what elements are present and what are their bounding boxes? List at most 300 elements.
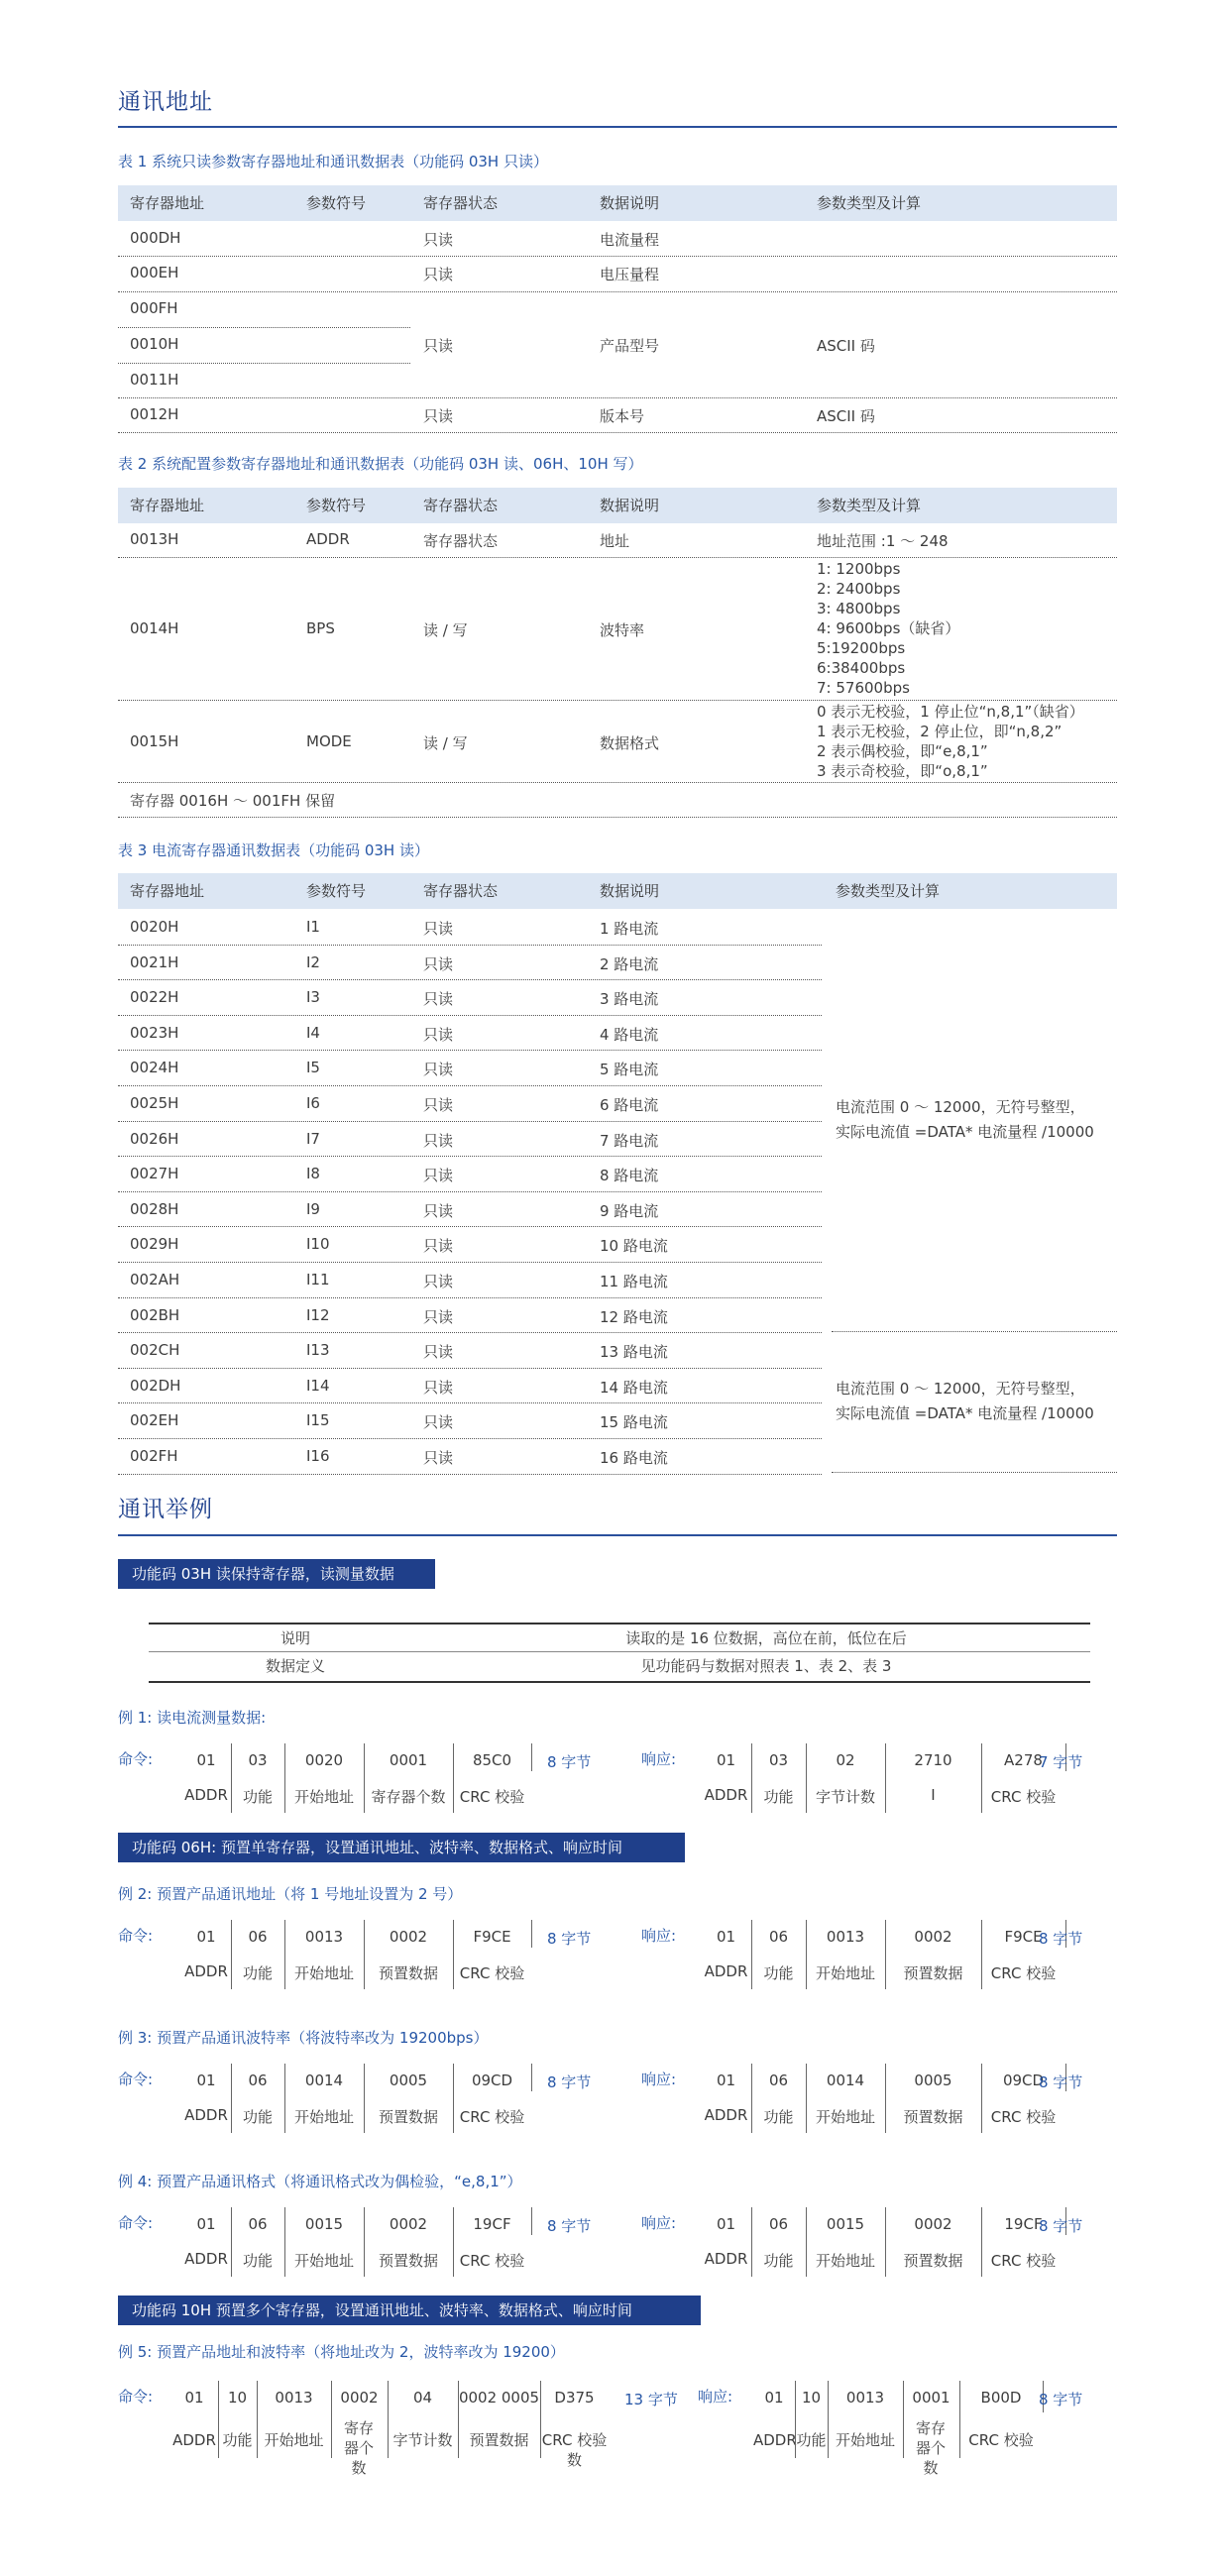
command-byte: 01	[196, 2215, 216, 2233]
response-byte: 06	[768, 2072, 789, 2089]
command-byte: 0002	[389, 2215, 428, 2233]
header-param-symbol: 参数符号	[306, 194, 367, 212]
table-cell: ASCII 码	[817, 337, 875, 355]
field-separator	[364, 2064, 365, 2133]
table-cell: 5 路电流	[600, 1061, 659, 1079]
field-separator	[364, 1743, 365, 1813]
row-divider	[118, 700, 1117, 701]
header-register-state: 寄存器状态	[423, 882, 499, 900]
table1-caption: 表 1 系统只读参数寄存器地址和通讯数据表（功能码 03H 只读）	[118, 153, 548, 170]
command-field-label: 预置数据	[378, 2252, 438, 2270]
command-byte: 06	[248, 2072, 268, 2089]
table-cell: 002FH	[130, 1447, 178, 1465]
response-field-label: CRC 校验	[968, 2431, 1034, 2449]
command-field-label: 功能	[242, 1788, 273, 1806]
response-label: 响应:	[641, 2214, 677, 2232]
command-field-label: 功能	[242, 1964, 273, 1982]
command-field-label: 开始地址	[293, 1788, 354, 1806]
table-cell: 只读	[423, 1131, 454, 1150]
row-divider	[118, 1226, 822, 1227]
table-cell: 002BH	[130, 1305, 180, 1324]
table3-caption: 表 3 电流寄存器通讯数据表（功能码 03H 读）	[118, 841, 429, 859]
field-separator	[284, 1920, 285, 1989]
response-byte: 2710	[914, 1751, 952, 1769]
table-cell: 1 路电流	[600, 920, 659, 938]
command-byte: 85C0	[472, 1751, 512, 1769]
response-field-label: CRC 校验	[990, 2108, 1057, 2126]
baud-option: 5:19200bps	[817, 639, 906, 657]
row-divider	[118, 397, 1117, 398]
section-title-address: 通讯地址	[118, 89, 213, 115]
row-divider	[118, 945, 822, 946]
command-byte-count: 13 字节	[624, 2391, 678, 2408]
response-byte-count: 8 字节	[1039, 1930, 1083, 1948]
response-byte: 0013	[845, 2389, 885, 2407]
row-divider	[118, 1297, 822, 1298]
explain-key: 说明	[280, 1629, 310, 1647]
response-byte-count: 8 字节	[1039, 2391, 1083, 2408]
row-divider	[118, 817, 1117, 818]
table-cell: 002CH	[130, 1341, 180, 1360]
field-separator	[231, 2064, 232, 2133]
baud-option: 4: 9600bps（缺省）	[817, 619, 960, 637]
command-byte: 01	[196, 1751, 216, 1769]
command-field-label: 字节计数	[392, 2431, 453, 2449]
command-field-label: ADDR	[184, 1962, 228, 1980]
field-separator	[364, 2207, 365, 2277]
command-byte-count: 8 字节	[547, 2217, 592, 2235]
row-divider	[118, 363, 410, 364]
table-cell: 9 路电流	[600, 1201, 659, 1220]
header-register-address: 寄存器地址	[130, 194, 205, 212]
row-divider	[118, 1474, 822, 1475]
table-cell: 0028H	[130, 1199, 179, 1218]
field-separator	[885, 1920, 886, 1989]
table-cell: 0027H	[130, 1165, 179, 1183]
command-byte: 0002	[340, 2389, 379, 2407]
command-byte: 0013	[275, 2389, 313, 2407]
response-field-label: 功能	[763, 2108, 794, 2126]
table-cell: 13 路电流	[600, 1343, 668, 1362]
response-field-label: 预置数据	[903, 2108, 963, 2126]
table-cell: 地址	[600, 532, 630, 550]
table-cell: I9	[306, 1199, 320, 1218]
header-param-calc: 参数类型及计算	[817, 497, 922, 514]
response-byte: 03	[768, 1751, 789, 1769]
command-field-label: CRC 校验	[459, 1788, 525, 1806]
format-option: 1 表示无校验，2 停止位，即“n,8,2”	[817, 723, 1062, 740]
table-cell: I6	[306, 1094, 320, 1112]
baud-rate-options	[817, 559, 959, 698]
field-separator	[531, 1743, 532, 1771]
command-byte: D375	[554, 2389, 595, 2407]
function-10h-bar: 功能码 10H 预置多个寄存器，设置通讯地址、波特率、数据格式、响应时间	[118, 2296, 701, 2325]
command-byte: 03	[248, 1751, 268, 1769]
command-byte: F9CE	[473, 1928, 511, 1946]
field-separator	[218, 2381, 219, 2458]
response-byte: 10	[801, 2389, 822, 2407]
response-field-label: 开始地址	[815, 1964, 875, 1982]
command-byte-count: 8 字节	[547, 1930, 592, 1948]
table-cell: 000EH	[130, 264, 179, 281]
field-separator	[231, 1743, 232, 1813]
explain-value: 见功能码与数据对照表 1、表 2、表 3	[640, 1657, 892, 1675]
table-cell: 只读	[423, 954, 454, 973]
table-cell: 只读	[423, 1413, 454, 1432]
field-separator	[388, 2381, 389, 2458]
command-byte: 01	[184, 2389, 204, 2407]
format-option: 2 表示偶校验，即“e,8,1”	[817, 742, 988, 760]
response-byte-count: 8 字节	[1039, 2217, 1083, 2235]
table-cell: 10 路电流	[600, 1237, 668, 1256]
field-separator	[751, 2207, 752, 2277]
response-byte: 02	[836, 1751, 855, 1769]
table-cell: 只读	[423, 1061, 454, 1079]
table-cell: 16 路电流	[600, 1449, 668, 1467]
field-separator	[806, 1743, 807, 1813]
section-divider	[118, 126, 1117, 128]
example-title: 例 2: 预置产品通讯地址（将 1 号地址设置为 2 号）	[118, 1885, 463, 1903]
row-divider	[118, 1262, 822, 1263]
command-field-label: 功能	[222, 2431, 253, 2449]
response-field-label: CRC 校验	[990, 1964, 1057, 1982]
command-byte: 0013	[304, 1928, 344, 1946]
command-field-label: 功能	[242, 2108, 273, 2126]
table-cell: 7 路电流	[600, 1131, 659, 1150]
table-top-rule	[149, 1623, 1090, 1624]
header-register-address: 寄存器地址	[130, 497, 205, 514]
command-byte: 0002	[389, 1928, 428, 1946]
table-cell: 只读	[423, 990, 454, 1009]
table-cell: 只读	[423, 1096, 454, 1114]
reserved-note: 寄存器 0016H ～ 001FH 保留	[130, 792, 336, 810]
table-cell: 0015H	[130, 732, 179, 750]
table3	[118, 873, 1117, 1475]
field-separator	[284, 1743, 285, 1813]
table-cell: 0022H	[130, 988, 179, 1007]
table-cell: 只读	[423, 1201, 454, 1220]
baud-option: 6:38400bps	[817, 659, 906, 677]
command-label: 命令:	[118, 2071, 154, 2088]
row-divider	[118, 1402, 822, 1403]
field-separator	[751, 2064, 752, 2133]
data-format-options	[817, 702, 1084, 781]
field-separator	[806, 1920, 807, 1989]
table-cell: 地址范围 :1 ～ 248	[817, 532, 949, 550]
field-separator	[531, 2064, 532, 2091]
command-label: 命令:	[118, 2388, 154, 2406]
row-divider	[149, 1651, 1090, 1652]
table-cell: 寄存器状态	[423, 532, 499, 550]
field-separator	[806, 2207, 807, 2277]
field-separator	[885, 2064, 886, 2133]
response-byte: B00D	[980, 2389, 1022, 2407]
table-bottom-rule	[149, 1681, 1090, 1683]
table-cell: 电压量程	[600, 266, 660, 283]
response-byte: 0005	[914, 2072, 952, 2089]
command-field-label: 预置数据	[378, 1964, 438, 1982]
command-field-label: 开始地址	[293, 1964, 354, 1982]
response-byte: 0002	[914, 2215, 952, 2233]
row-divider	[118, 1332, 822, 1333]
command-byte: 06	[248, 1928, 268, 1946]
field-separator	[981, 2207, 982, 2277]
table-cell: 0026H	[130, 1129, 179, 1148]
response-field-label: CRC 校验	[990, 2252, 1057, 2270]
baud-option: 2: 2400bps	[817, 580, 901, 598]
command-label: 命令:	[118, 2214, 154, 2232]
response-field-label: ADDR	[704, 2106, 748, 2124]
field-separator	[981, 2064, 982, 2133]
table-cell: 000FH	[130, 299, 178, 317]
row-divider	[118, 1156, 822, 1157]
table-cell: I5	[306, 1059, 320, 1077]
response-field-label: 寄存器个数	[915, 2419, 946, 2477]
table-cell: 读 / 写	[423, 734, 468, 752]
row-divider	[118, 327, 410, 328]
table-cell: 只读	[423, 1307, 454, 1326]
field-separator	[453, 2101, 454, 2131]
response-label: 响应:	[698, 2388, 733, 2406]
row-divider	[118, 557, 1117, 558]
header-param-symbol: 参数符号	[306, 882, 367, 900]
example-title: 例 3: 预置产品通讯波特率（将波特率改为 19200bps）	[118, 2029, 489, 2047]
response-label: 响应:	[641, 1927, 677, 1945]
table-cell: 0012H	[130, 405, 179, 423]
response-byte: 0013	[826, 1928, 865, 1946]
table-cell: ADDR	[306, 530, 350, 548]
row-divider	[118, 1191, 822, 1192]
table-cell: I12	[306, 1305, 330, 1324]
calc-line: 实际电流值 =DATA* 电流量程 /10000	[836, 1123, 1094, 1141]
table-cell: 12 路电流	[600, 1307, 668, 1326]
header-register-state: 寄存器状态	[423, 194, 499, 212]
header-param-calc: 参数类型及计算	[817, 194, 922, 212]
command-field-label: 开始地址	[264, 2431, 324, 2449]
header-data-description: 数据说明	[600, 882, 660, 900]
response-byte: 01	[716, 2072, 736, 2089]
field-separator	[806, 2064, 807, 2133]
table-cell: 0029H	[130, 1235, 179, 1254]
command-byte: 06	[248, 2215, 268, 2233]
table-cell: 读 / 写	[423, 621, 468, 639]
row-divider	[118, 1050, 822, 1051]
function-03h-bar: 功能码 03H 读保持寄存器，读测量数据	[118, 1559, 435, 1589]
command-field-label: ADDR	[184, 2250, 228, 2268]
response-field-label: 预置数据	[903, 2252, 963, 2270]
table-cell: I11	[306, 1271, 330, 1288]
table-cell: 000DH	[130, 229, 181, 247]
row-divider	[118, 256, 1117, 257]
command-field-label: CRC 校验数	[541, 2431, 608, 2469]
table-cell: 只读	[423, 1378, 454, 1397]
table-cell: 14 路电流	[600, 1378, 668, 1397]
response-byte: 01	[764, 2389, 784, 2407]
command-byte-count: 8 字节	[547, 1753, 592, 1771]
table-cell: 4 路电流	[600, 1025, 659, 1044]
row-divider	[118, 432, 1117, 433]
table-cell: 只读	[423, 231, 454, 249]
table-cell: I16	[306, 1447, 330, 1465]
response-byte-count: 8 字节	[1039, 2073, 1083, 2091]
field-separator	[903, 2381, 904, 2458]
table-cell: I7	[306, 1129, 320, 1148]
command-field-label: 开始地址	[293, 2252, 354, 2270]
command-field-label: CRC 校验	[459, 2108, 525, 2126]
response-byte: 06	[768, 2215, 789, 2233]
table-cell: 15 路电流	[600, 1413, 668, 1432]
table-cell: 2 路电流	[600, 954, 659, 973]
table-cell: 电流量程	[600, 231, 660, 249]
table2-caption: 表 2 系统配置参数寄存器地址和通讯数据表（功能码 03H 读、06H、10H 写）	[118, 455, 643, 473]
response-byte: 06	[768, 1928, 789, 1946]
field-separator	[540, 2381, 541, 2458]
calc-line: 电流范围 0 ～ 12000，无符号整型，	[836, 1380, 1085, 1398]
response-field-label: 字节计数	[815, 1788, 875, 1806]
baud-option: 1: 1200bps	[817, 560, 901, 578]
command-field-label: ADDR	[184, 2106, 228, 2124]
command-byte: 01	[196, 2072, 216, 2089]
response-byte: 0002	[914, 1928, 952, 1946]
field-separator	[284, 2207, 285, 2277]
format-option: 0 表示无校验，1 停止位“n,8,1”（缺省）	[817, 703, 1084, 721]
table-cell: I10	[306, 1235, 330, 1254]
table-cell: 只读	[423, 1343, 454, 1362]
table-cell: I15	[306, 1411, 330, 1430]
response-byte-count: 7 字节	[1039, 1753, 1083, 1771]
response-field-label: ADDR	[704, 2250, 748, 2268]
command-field-label: 寄存器个数	[371, 1788, 446, 1806]
field-separator	[257, 2381, 258, 2458]
command-byte: 0014	[304, 2072, 344, 2089]
response-byte: 01	[716, 2215, 736, 2233]
table-cell: 11 路电流	[600, 1273, 668, 1290]
table-cell: 0011H	[130, 371, 179, 389]
function-06h-bar: 功能码 06H: 预置单寄存器，设置通讯地址、波特率、数据格式、响应时间	[118, 1833, 685, 1862]
row-divider	[118, 291, 1117, 292]
current-calc-group-2	[836, 1377, 1094, 1426]
row-divider	[118, 979, 822, 980]
table-cell: 6 路电流	[600, 1096, 659, 1114]
table-cell: 002EH	[130, 1411, 179, 1430]
command-field-label: 预置数据	[378, 2108, 438, 2126]
table-cell: 0020H	[130, 918, 179, 936]
explain-key: 数据定义	[265, 1657, 325, 1675]
header-data-description: 数据说明	[600, 194, 660, 212]
table-cell: 只读	[423, 407, 454, 425]
field-separator	[453, 1958, 454, 1987]
table-cell: MODE	[306, 732, 352, 750]
table-cell: 只读	[423, 1273, 454, 1290]
table-cell: 只读	[423, 337, 454, 355]
table-cell: 只读	[423, 1237, 454, 1256]
row-divider	[118, 1015, 822, 1016]
command-byte-count: 8 字节	[547, 2073, 592, 2091]
response-field-label: CRC 校验	[990, 1788, 1057, 1806]
table-cell: 0025H	[130, 1094, 179, 1112]
section-divider	[118, 1534, 1117, 1536]
command-byte: 0005	[389, 2072, 428, 2089]
command-field-label: ADDR	[172, 2431, 216, 2449]
example-title: 例 5: 预置产品地址和波特率（将地址改为 2，波特率改为 19200）	[118, 2343, 565, 2361]
table-cell: 002DH	[130, 1376, 181, 1395]
command-field-label: CRC 校验	[459, 2252, 525, 2270]
response-byte: 01	[716, 1928, 736, 1946]
field-separator	[453, 2245, 454, 2275]
group-divider	[832, 1331, 1117, 1332]
command-byte: 0002 0005	[458, 2389, 540, 2407]
table-cell: 3 路电流	[600, 990, 659, 1009]
row-divider	[118, 1438, 822, 1439]
field-separator	[795, 2381, 796, 2458]
response-byte: 0015	[826, 2215, 865, 2233]
table-cell: 0014H	[130, 619, 179, 637]
command-byte: 0020	[304, 1751, 344, 1769]
response-field-label: 功能	[763, 1788, 794, 1806]
field-separator	[981, 1743, 982, 1813]
table-cell: 版本号	[600, 407, 645, 425]
row-divider	[118, 1121, 822, 1122]
response-field-label: 功能	[763, 1964, 794, 1982]
table-cell: 0010H	[130, 335, 179, 353]
command-byte: 09CD	[471, 2072, 513, 2089]
response-field-label: 功能	[796, 2431, 827, 2449]
header-param-symbol: 参数符号	[306, 497, 367, 514]
table-cell: 0013H	[130, 530, 179, 548]
response-byte: A278	[1004, 1751, 1043, 1769]
command-byte: 0001	[389, 1751, 428, 1769]
table-cell: 0024H	[130, 1059, 179, 1077]
table3-header	[118, 873, 1117, 909]
response-field-label: 开始地址	[835, 2431, 895, 2449]
field-separator	[453, 1781, 454, 1811]
command-byte: 0015	[304, 2215, 344, 2233]
response-label: 响应:	[641, 2071, 677, 2088]
response-field-label: I	[931, 1786, 936, 1804]
table-cell: 002AH	[130, 1271, 180, 1288]
command-field-label: 开始地址	[293, 2108, 354, 2126]
table-cell: 只读	[423, 920, 454, 938]
response-byte: F9CE	[1004, 1928, 1043, 1946]
command-byte: 10	[227, 2389, 248, 2407]
command-byte: 19CF	[473, 2215, 511, 2233]
calc-line: 电流范围 0 ～ 12000，无符号整型，	[836, 1098, 1085, 1116]
table-cell: BPS	[306, 619, 335, 637]
explain-value: 读取的是 16 位数据，高位在前，低位在后	[625, 1629, 907, 1647]
table2	[118, 488, 1117, 820]
field-separator	[885, 1743, 886, 1813]
response-field-label: 开始地址	[815, 2252, 875, 2270]
command-field-label: CRC 校验	[459, 1964, 525, 1982]
row-divider	[118, 782, 1117, 783]
header-register-address: 寄存器地址	[130, 882, 205, 900]
field-separator	[284, 2064, 285, 2133]
command-field-label: 功能	[242, 2252, 273, 2270]
command-field-label: 预置数据	[469, 2431, 529, 2449]
table-cell: I8	[306, 1165, 320, 1183]
table-cell: 只读	[423, 1025, 454, 1044]
table-cell: I14	[306, 1376, 330, 1395]
field-separator	[364, 1920, 365, 1989]
field-separator	[531, 1920, 532, 1948]
command-field-label: 寄存器个数	[343, 2419, 374, 2477]
table-cell: ASCII 码	[817, 407, 875, 425]
field-separator	[531, 2207, 532, 2235]
row-divider	[118, 1368, 822, 1369]
table-cell: 数据格式	[600, 734, 660, 752]
response-field-label: 功能	[763, 2252, 794, 2270]
baud-option: 7: 57600bps	[817, 679, 910, 697]
